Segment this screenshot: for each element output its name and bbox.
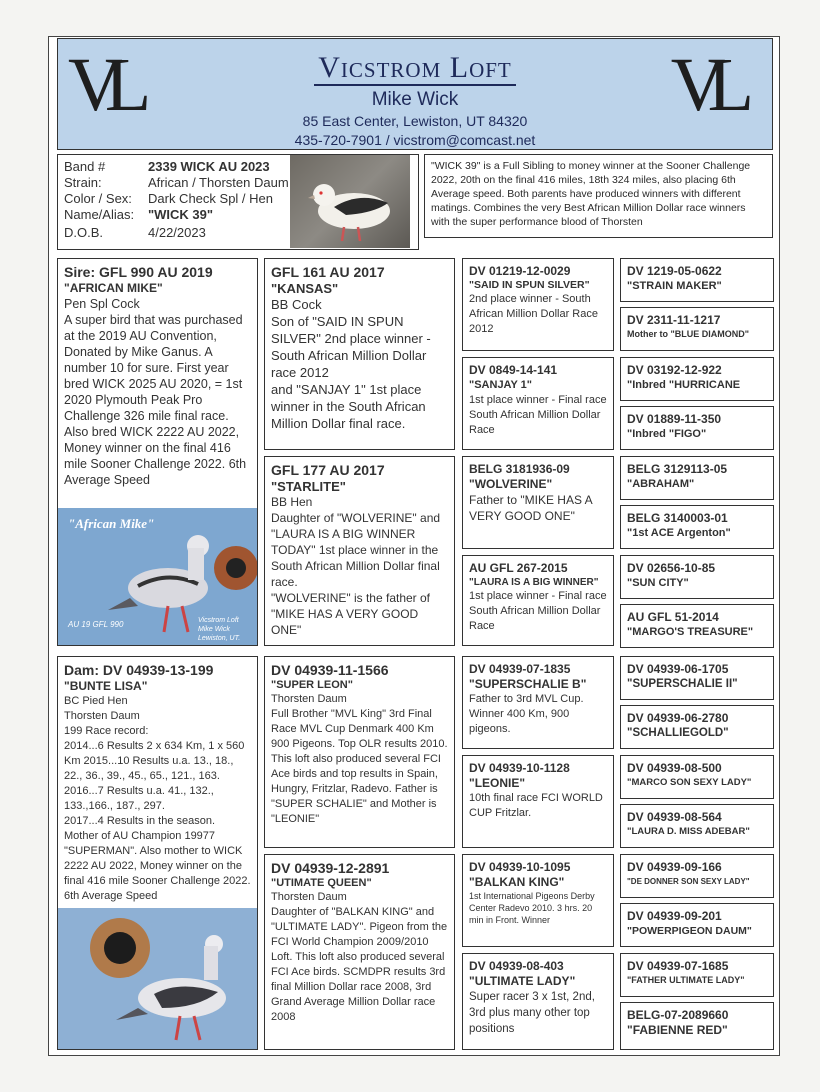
gen3-text: 2nd place winner - South African Million Dollar Race 2012: [469, 293, 598, 335]
gen4-box-5: [620, 456, 774, 500]
loft-address: 85 East Center, Lewiston, UT 84320: [302, 113, 528, 129]
band-row: Band # 2339 WICK AU 2023: [64, 159, 270, 174]
gen2-band: DV 04939-12-2891: [271, 860, 390, 876]
gen4-band: DV 01889-11-350: [627, 412, 722, 426]
sire-photo-caption: "African Mike": [68, 516, 155, 531]
gen3-name: "LAURA IS A BIG WINNER": [469, 577, 599, 588]
gen3-box-5: [462, 656, 614, 749]
dam-name: "BUNTE LISA": [64, 679, 148, 693]
gen4-band: DV 03192-12-922: [627, 363, 722, 377]
sire-name: "AFRICAN MIKE": [64, 281, 163, 295]
gen4-name: "STRAIN MAKER": [627, 280, 722, 292]
sire-text: A super bird that was purchased at the 2019 AU Convention, Donated by Mike Ganus. A number 10 for sure. First year bred WICK 2025 AU 2020, = 1st 2020 Plymouth Peak Pro Challenge 326 mile final race. Also bred WICK 2222 AU 2022, Money winner on the final 416 mile Sooner Challenge 2022. 6th Average Speed: [64, 313, 247, 487]
name-row: Name/Alias: "WICK 39": [64, 207, 214, 222]
gen4-name: "MARCO SON SEXY LADY": [627, 777, 752, 788]
gen2-name: "SUPER LEON": [271, 679, 353, 691]
gen4-box-12: [620, 804, 774, 848]
gen3-box-4: [462, 555, 614, 646]
gen2-name: "UTIMATE QUEEN": [271, 877, 372, 889]
gen4-band: DV 04939-09-201: [627, 909, 722, 923]
gen4-band: BELG 3129113-05: [627, 462, 728, 476]
loft-title: Vicstrom Loft: [58, 51, 772, 85]
sire-photo-band: AU 19 GFL 990: [68, 620, 124, 629]
gen3-box-7: [462, 854, 614, 947]
gen3-band: BELG 3181936-09: [469, 462, 570, 476]
gen4-name: "SUPERSCHALIE II": [627, 678, 738, 690]
gen3-name: "SUPERSCHALIE B": [469, 677, 587, 691]
gen4-box-4: [620, 406, 774, 450]
gen3-box-6: [462, 755, 614, 848]
loft-logo-left: VL: [68, 43, 134, 127]
gen3-box-2: [462, 357, 614, 450]
gen3-text: 1st place winner - Final race South African Million Dollar Race: [469, 590, 607, 632]
dam-text: 199 Race record: 2014...6 Results 2 x 634 Km, 1 x 560 Km 2015...10 Results u.a. 13., 18., 22., 36., 39., 45., 65., 121., 163. 2016...7 Results u.a. 41., 132., 133.,166., 187., 297. 2017...4 Results in the season. Mother of AU Champion 19977 "SUPERMAN". Also mother to WICK 2222 AU 2022, Money winner on the final 416 mile Sooner Challenge 2022. 6th Average Speed: [64, 725, 251, 902]
gen3-band: DV 04939-08-403: [469, 959, 564, 973]
gen2-band: GFL 177 AU 2017: [271, 462, 385, 478]
gen2-box-2: [264, 456, 455, 646]
owner-name: Mike Wick: [371, 89, 459, 110]
gen3-box-1: [462, 258, 614, 351]
gen3-text: 10th final race FCI WORLD CUP Fritzlar.: [469, 792, 603, 819]
gen2-text: BB Hen Daughter of "WOLVERINE" and "LAURA IS A BIG WINNER TODAY" 1st place winner in the South African Million Dollar final race. "WOLVERINE" is the father of "MIKE HAS A VERY GOOD ONE": [271, 495, 441, 637]
gen3-text: 1st International Pigeons Derby Center Radevo 2010. 3 hrs. 20 min in Front. Winner: [469, 891, 595, 925]
loft-logo-right: VL: [670, 43, 736, 127]
gen3-text: Father to "MIKE HAS A VERY GOOD ONE": [469, 493, 592, 523]
gen3-text: Father to 3rd MVL Cup. Winner 400 Km, 900 pigeons.: [469, 693, 584, 735]
gen4-box-13: [620, 854, 774, 898]
gen4-name: "MARGO'S TREASURE": [627, 626, 754, 638]
gen2-text: Thorsten Daum Daughter of "BALKAN KING" and "ULTIMATE LADY". Pigeon from the FCI World Champion 2009/2010 Loft. This loft also produced several FCI Ace birds. SCMDPR results 3rd final Million Dollar race 2008, 3rd Grand Average Million Dollar race 2008: [271, 891, 448, 1023]
gen2-band: DV 04939-11-1566: [271, 662, 389, 678]
gen4-name: "LAURA D. MISS ADEBAR": [627, 826, 750, 837]
gen2-box-4: [264, 854, 455, 1050]
dam-photo: [58, 908, 257, 1049]
gen3-name: "WOLVERINE": [469, 477, 553, 491]
gen4-band: DV 04939-08-500: [627, 761, 722, 775]
gen4-name: "SUN CITY": [627, 577, 689, 589]
gen4-band: DV 04939-06-2780: [627, 711, 729, 725]
gen4-name: "ABRAHAM": [627, 478, 695, 490]
gen4-box-10: [620, 705, 774, 749]
main-bird-photo: [290, 155, 410, 248]
bird-description: "WICK 39" is a Full Sibling to money winner at the Sooner Challenge 2022, 20th on the final 416 miles, 18th 324 miles, also placing 6th Average speed. Both parents have produced winners with different matings. Combines the very Best African Million Dollar race winners with the super performance blood of Thorsten: [424, 154, 773, 238]
gen4-band: DV 04939-08-564: [627, 810, 722, 824]
gen4-band: DV 02656-10-85: [627, 561, 716, 575]
gen4-name: "1st ACE Argenton": [627, 527, 731, 539]
gen4-name: "Inbred "FIGO": [627, 428, 707, 440]
sire-band: Sire: GFL 990 AU 2019: [64, 264, 213, 280]
gen4-band: DV 04939-09-166: [627, 860, 722, 874]
sire-photo-loft: Vicstrom Loft Mike Wick Lewiston, UT.: [198, 617, 241, 642]
gen3-band: AU GFL 267-2015: [469, 561, 568, 575]
dam-band: Dam: DV 04939-13-199: [64, 662, 214, 678]
gen4-box-9: [620, 656, 774, 700]
gen4-band: BELG 3140003-01: [627, 511, 728, 525]
gen4-band: DV 1219-05-0622: [627, 264, 722, 278]
gen4-name: "DE DONNER SON SEXY LADY": [627, 877, 750, 886]
gen4-name: "FATHER ULTIMATE LADY": [627, 975, 745, 985]
gen4-box-6: [620, 505, 774, 549]
gen3-band: DV 04939-10-1095: [469, 860, 571, 874]
dob-row: D.O.B. 4/22/2023: [64, 225, 206, 240]
gen2-box-3: [264, 656, 455, 848]
gen3-box-3: [462, 456, 614, 549]
gen4-name: "FABIENNE RED": [627, 1023, 728, 1037]
gen4-box-2: [620, 307, 774, 351]
gen3-band: DV 01219-12-0029: [469, 264, 571, 278]
gen2-name: "STARLITE": [271, 479, 346, 494]
color-row: Color / Sex: Dark Check Spl / Hen: [64, 191, 273, 206]
gen3-name: "ULTIMATE LADY": [469, 974, 576, 988]
gen2-box-1: [264, 258, 455, 450]
gen3-band: DV 04939-10-1128: [469, 761, 570, 775]
gen3-name: "LEONIE": [469, 776, 526, 790]
gen2-text: Thorsten Daum Full Brother "MVL King" 3rd Final Race MVL Cup Denmark 400 Km 900 Pigeons. Top OLR results 2010. This loft also produced several FCI Ace birds and top results in Spain, Hungry, Fritzlar, Radevo. Father is "SUPER SCHALIE" and Mother is "LEONIE": [271, 693, 448, 825]
gen4-band: AU GFL 51-2014: [627, 610, 719, 624]
gen3-name: "SAID IN SPUN SILVER": [469, 279, 590, 291]
gen2-band: GFL 161 AU 2017: [271, 264, 385, 280]
gen3-text: Super racer 3 x 1st, 2nd, 3rd plus many other top positions: [469, 991, 595, 1035]
dam-color: BC Pied Hen: [64, 695, 128, 707]
gen4-box-3: [620, 357, 774, 401]
gen4-name: Mother to "BLUE DIAMOND": [627, 329, 750, 339]
gen4-band: BELG-07-2089660: [627, 1008, 729, 1022]
gen4-band: DV 04939-06-1705: [627, 662, 729, 676]
gen4-box-16: [620, 1002, 774, 1050]
sire-photo: [58, 508, 257, 645]
gen4-name: "POWERPIGEON DAUM": [627, 925, 752, 937]
gen3-name: "SANJAY 1": [469, 379, 533, 391]
gen4-name: "Inbred "HURRICANE: [627, 379, 741, 391]
gen2-name: "KANSAS": [271, 281, 339, 296]
gen4-box-1: [620, 258, 774, 302]
gen3-band: DV 0849-14-141: [469, 363, 558, 377]
gen4-box-15: [620, 953, 774, 997]
gen4-box-8: [620, 604, 774, 648]
gen4-box-7: [620, 555, 774, 599]
gen3-band: DV 04939-07-1835: [469, 662, 571, 676]
gen4-box-14: [620, 903, 774, 947]
gen4-band: DV 04939-07-1685: [627, 959, 729, 973]
gen4-name: "SCHALLIEGOLD": [627, 727, 729, 739]
gen3-text: 1st place winner - Final race South African Million Dollar Race: [469, 394, 607, 436]
gen3-box-8: [462, 953, 614, 1050]
strain-row: Strain: African / Thorsten Daum: [64, 175, 289, 190]
gen4-box-11: [620, 755, 774, 799]
dam-breeder: Thorsten Daum: [64, 710, 140, 722]
gen3-name: "BALKAN KING": [469, 875, 565, 889]
loft-contact: 435-720-7901 / vicstrom@comcast.net: [294, 132, 536, 148]
sire-color: Pen Spl Cock: [64, 297, 140, 311]
gen4-band: DV 2311-11-1217: [627, 313, 721, 327]
loft-header: [57, 38, 773, 150]
gen2-text: BB Cock Son of "SAID IN SPUN SILVER" 2nd place winner - South African Million Dollar race 2012 and "SANJAY 1" 1st place winner in the South African Million Dollar final race.: [271, 297, 431, 431]
